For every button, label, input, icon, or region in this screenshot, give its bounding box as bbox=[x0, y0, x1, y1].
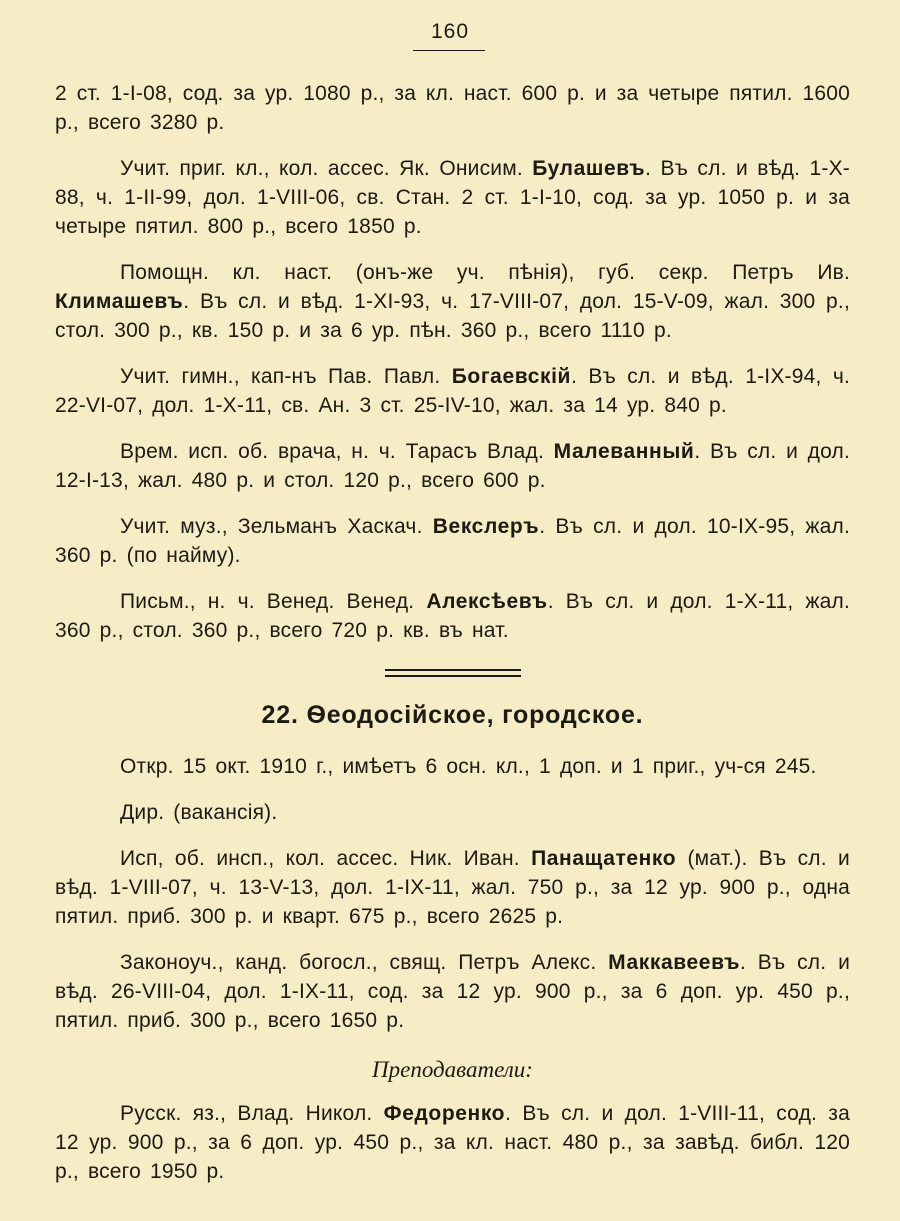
entry-text-before: Откр. 15 окт. 1910 г., имѣетъ 6 осн. кл., 1 доп. и 1 приг., уч-ся 245. bbox=[120, 755, 817, 778]
person-surname: Малеванный bbox=[553, 440, 695, 463]
entry-paragraph bbox=[55, 948, 850, 1035]
paragraph-list-top bbox=[55, 79, 850, 645]
entry-text-before: Врем. исп. об. врача, н. ч. Тарасъ Влад. bbox=[120, 440, 554, 463]
page-number-rule bbox=[413, 50, 485, 51]
paragraph-list-last bbox=[55, 1099, 850, 1186]
entry-text-before: Письм., н. ч. Венед. Венед. bbox=[120, 590, 427, 613]
entry-text-before: Учит. гимн., кап-нъ Пав. Павл. bbox=[120, 365, 452, 388]
page-number: 160 bbox=[430, 20, 470, 43]
person-surname: Климашевъ bbox=[55, 290, 184, 313]
entry-paragraph bbox=[55, 437, 850, 495]
entry-paragraph bbox=[55, 512, 850, 570]
double-rule-divider bbox=[385, 669, 521, 677]
entry-text-after: . Въ сл. и вѣд. 1-X-88, ч. 1-II-99, дол. 1-VIII-06, св. Стан. 2 ст. 1-I-10, сод. за ур. 1050 р. и за четыре пятил. 800 р., всего 1850 р. bbox=[55, 157, 850, 238]
page-content bbox=[55, 79, 850, 1203]
person-surname: Богаевскій bbox=[451, 365, 572, 388]
person-surname: Алексѣевъ bbox=[426, 590, 548, 613]
entry-text-before: Учит. муз., Зельманъ Хаскач. bbox=[120, 515, 433, 538]
person-surname: Федоренко bbox=[383, 1102, 506, 1125]
entry-text-after: . Въ сл. и вѣд. 1-IX-94, ч. 22-VI-07, дол. 1-X-11, св. Ан. 3 ст. 25-IV-10, жал. за 14 ур. 840 р. bbox=[55, 365, 850, 417]
entry-paragraph bbox=[55, 1099, 850, 1186]
entry-paragraph bbox=[55, 79, 850, 137]
entry-text-after: (мат.). Въ сл. и вѣд. 1-VIII-07, ч. 13-V-13, дол. 1-IX-11, жал. 750 р., за 12 ур. 900 р., одна пятил. приб. 300 р. и кварт. 675 р., всего 2625 р. bbox=[55, 847, 850, 928]
entry-paragraph bbox=[55, 798, 850, 827]
entry-paragraph bbox=[55, 844, 850, 931]
entry-text-before: Исп, об. инсп., кол. ассес. Ник. Иван. bbox=[120, 847, 532, 870]
entry-paragraph bbox=[55, 752, 850, 781]
person-surname: Булашевъ bbox=[532, 157, 646, 180]
entry-text-before: Законоуч., канд. богосл., свящ. Петръ Алекс. bbox=[120, 951, 609, 974]
entry-text-after: . Въ сл. и дол. 1-X-11, жал. 360 р., стол. 360 р., всего 720 р. кв. въ нат. bbox=[55, 590, 851, 642]
person-surname: Векслеръ bbox=[432, 515, 540, 538]
entry-text-after: . Въ сл. и вѣд. 26-VIII-04, дол. 1-IX-11, сод. за 12 ур. 900 р., за 6 доп. ур. 450 р., пятил. приб. 300 р., всего 1650 р. bbox=[55, 951, 850, 1032]
section-heading: 22. Ѳеодосійское, городское. bbox=[261, 701, 644, 729]
entry-paragraph bbox=[55, 258, 850, 345]
divider-line bbox=[385, 669, 521, 671]
entry-paragraph bbox=[55, 362, 850, 420]
entry-text-before: 2 ст. 1-I-08, сод. за ур. 1080 р., за кл. наст. 600 р. и за четыре пятил. 1600 р., всего 3280 р. bbox=[55, 82, 850, 134]
entry-text-before: Дир. (вакансія). bbox=[120, 801, 278, 824]
entry-text-after: . Въ сл. и дол. 1-VIII-11, сод. за 12 ур. 900 р., за 6 доп. ур. 450 р., за кл. наст. 480 р., за завѣд. библ. 120 р., всего 1950 р. bbox=[55, 1102, 850, 1183]
entry-text-after: . Въ сл. и дол. 12-I-13, жал. 480 р. и стол. 120 р., всего 600 р. bbox=[55, 440, 850, 492]
entry-text-before: Помощн. кл. наст. (онъ-же уч. пѣнія), губ. секр. Петръ Ив. bbox=[120, 261, 850, 284]
entry-text-before: Русск. яз., Влад. Никол. bbox=[120, 1102, 384, 1125]
person-surname: Панащатенко bbox=[531, 847, 677, 870]
teachers-subheading: Преподаватели: bbox=[372, 1057, 533, 1082]
entry-paragraph bbox=[55, 154, 850, 241]
paragraph-list-bottom bbox=[55, 752, 850, 1035]
entry-text-before: Учит. приг. кл., кол. ассес. Як. Онисим. bbox=[120, 157, 533, 180]
person-surname: Маккавеевъ bbox=[608, 951, 740, 974]
divider-line bbox=[385, 675, 521, 677]
entry-paragraph bbox=[55, 587, 850, 645]
entry-text-after: . Въ сл. и дол. 10-IX-95, жал. 360 р. (по найму). bbox=[55, 515, 851, 567]
entry-text-after: . Въ сл. и вѣд. 1-XI-93, ч. 17-VIII-07, дол. 15-V-09, жал. 300 р., стол. 300 р., кв. 150 р. и за 6 ур. пѣн. 360 р., всего 1110 р. bbox=[55, 290, 850, 342]
